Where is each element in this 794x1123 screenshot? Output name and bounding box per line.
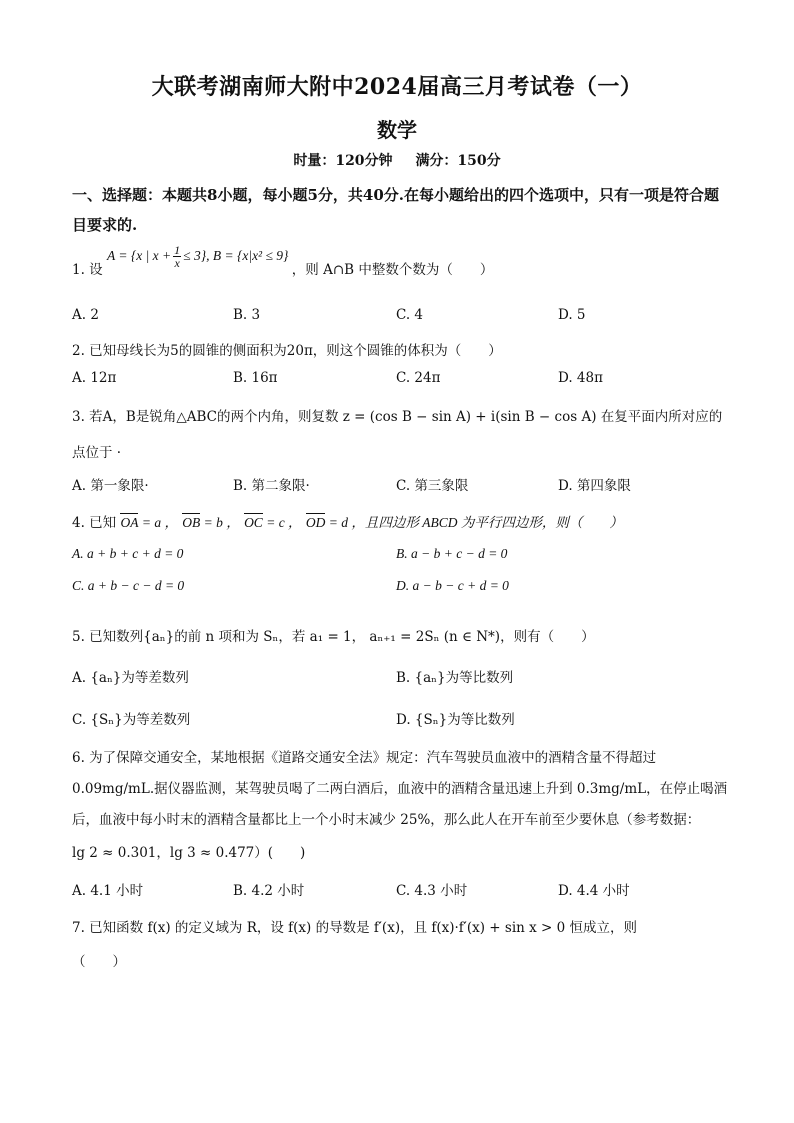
q1-frac-num: 1	[174, 243, 181, 258]
subject-title: 数学	[377, 118, 417, 142]
q3-option-a[interactable]: A. 第一象限·	[72, 478, 149, 494]
q5-option-a[interactable]: A. {aₙ}为等差数列	[72, 670, 189, 686]
q4-option-c[interactable]: C. a + b − c − d = 0	[72, 578, 185, 593]
question-4	[72, 511, 623, 531]
section-heading: 一、选择题：本题共8小题，每小题5分，共40分.在每小题给出的四个选项中，只有一项是符合题目要求的.	[72, 186, 719, 234]
time-limit: 时量：120分钟	[293, 153, 393, 169]
q4-eq-2: = b ，	[200, 515, 240, 530]
question-6-line-3: 后，血液中每小时末的酒精含量都比上一个小时末减少 25%，那么此人在开车前至少要休息（参考数据：	[72, 812, 701, 828]
q6-option-c[interactable]: C. 4.3 小时	[396, 883, 468, 899]
q1-set-a-left: A = {x | x +	[106, 248, 172, 263]
full-score: 满分：150分	[415, 153, 501, 169]
q3-option-b[interactable]: B. 第二象限·	[233, 478, 310, 494]
q6-option-d[interactable]: D. 4.4 小时	[558, 883, 630, 899]
q1-set-a	[106, 243, 292, 271]
q1-frac-den: x	[174, 256, 180, 271]
q5-option-b[interactable]: B. {aₙ}为等比数列	[396, 670, 514, 686]
q4-option-b[interactable]: B. a − b + c − d = 0	[396, 546, 508, 561]
question-7-line-2: （ ）	[72, 954, 126, 970]
q4-prefix: 4. 已知	[72, 515, 117, 531]
q4-option-a[interactable]: A. a + b + c + d = 0	[72, 546, 184, 561]
q6-option-b[interactable]: B. 4.2 小时	[233, 883, 305, 899]
q5-option-d[interactable]: D. {Sₙ}为等比数列	[396, 712, 515, 728]
q1-set-a-right: ≤ 3}, B = {x|x² ≤ 9}	[183, 248, 289, 263]
q6-option-a[interactable]: A. 4.1 小时	[72, 883, 144, 899]
exam-meta	[0, 150, 794, 170]
question-3-cont: 点位于 ·	[72, 445, 122, 461]
vector-oa: OA	[120, 515, 139, 530]
question-5: 5. 已知数列{aₙ}的前 n 项和为 Sₙ，若 a₁ = 1， aₙ₊₁ = 2Sₙ (n ∈ N*)，则有（ ）	[72, 629, 595, 645]
q1-prefix: 1. 设	[72, 262, 103, 278]
q4-eq-3: = c ，	[262, 515, 302, 530]
question-6-line-2: 0.09mg/mL.据仪器监测，某驾驶员喝了二两白酒后，血液中的酒精含量迅速上升到 0.3mg/mL，在停止喝酒	[72, 781, 728, 797]
q2-option-d[interactable]: D. 48π	[558, 370, 603, 386]
q3-option-c[interactable]: C. 第三象限	[396, 478, 469, 494]
question-7: 7. 已知函数 f(x) 的定义域为 R，设 f(x) 的导数是 f′(x)，且 f(x)·f′(x) + sin x > 0 恒成立，则	[72, 920, 638, 936]
q2-option-a[interactable]: A. 12π	[72, 370, 117, 386]
q5-option-c[interactable]: C. {Sₙ}为等差数列	[72, 712, 191, 728]
vector-ob: OB	[182, 515, 201, 530]
vector-od: OD	[305, 515, 326, 530]
q2-option-b[interactable]: B. 16π	[233, 370, 278, 386]
question-6: 6. 为了保障交通安全，某地根据《道路交通安全法》规定：汽车驾驶员血液中的酒精含量不得超过	[72, 750, 657, 766]
q4-eq-4: = d ，且四边形 ABCD 为平行四边形，则（ ）	[325, 515, 623, 530]
q1-option-a[interactable]: A. 2	[72, 307, 99, 323]
question-3: 3. 若A，B是锐角△ABC的两个内角，则复数 z = (cos B − sin A) + i(sin B − cos A) 在复平面内所对应的	[72, 409, 723, 425]
question-6-line-4: lg 2 ≈ 0.301，lg 3 ≈ 0.477）( )	[72, 845, 306, 861]
question-1	[72, 243, 494, 283]
vector-oc: OC	[244, 515, 263, 530]
q1-fraction	[173, 244, 181, 269]
q4-eq-1: = a ，	[138, 515, 178, 530]
q1-option-b[interactable]: B. 3	[233, 307, 261, 323]
q2-option-c[interactable]: C. 24π	[396, 370, 441, 386]
exam-title: 大联考湖南师大附中2024届高三月考试卷（一）	[151, 74, 643, 100]
q3-option-d[interactable]: D. 第四象限	[558, 478, 631, 494]
question-2: 2. 已知母线长为5的圆锥的侧面积为20π，则这个圆锥的体积为（ ）	[72, 343, 502, 359]
q1-option-c[interactable]: C. 4	[396, 307, 424, 323]
q1-option-d[interactable]: D. 5	[558, 307, 586, 323]
q4-option-d[interactable]: D. a − b − c + d = 0	[396, 578, 509, 593]
q1-suffix: ，则 A∩B 中整数个数为（ ）	[291, 262, 494, 278]
